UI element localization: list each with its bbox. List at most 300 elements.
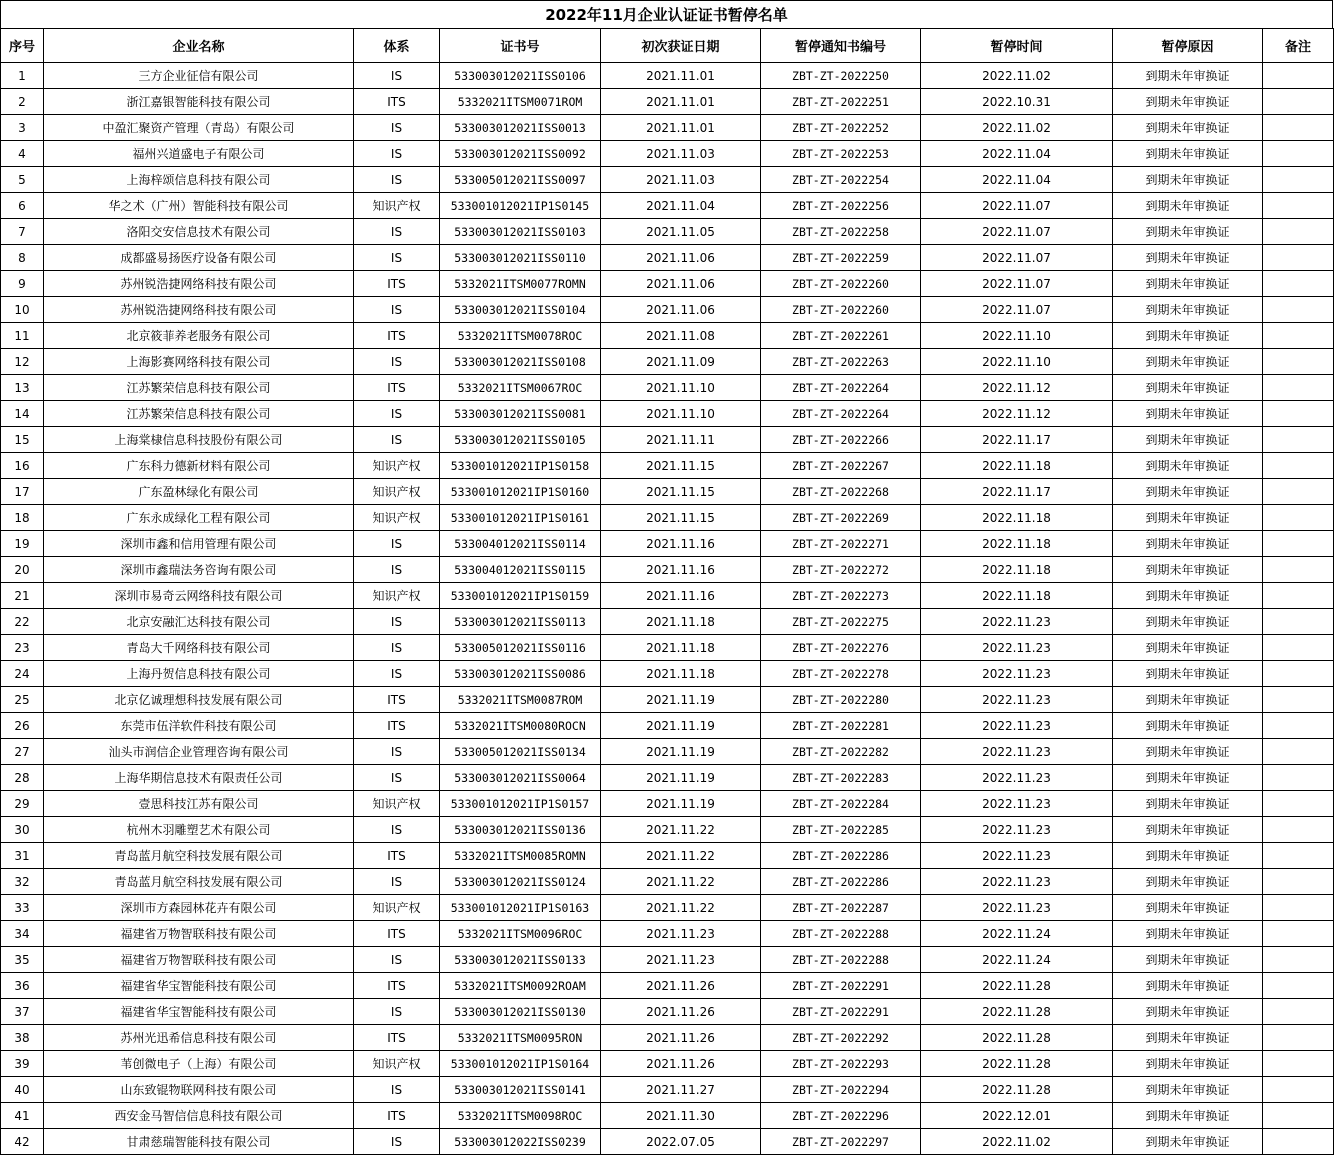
cell-remark bbox=[1263, 687, 1334, 713]
cell-system: IS bbox=[354, 635, 440, 661]
cell-reason: 到期未年审换证 bbox=[1113, 1051, 1263, 1077]
cell-suspend-time: 2022.11.04 bbox=[921, 167, 1113, 193]
cell-first-date: 2021.11.06 bbox=[601, 297, 761, 323]
cell-company: 汕头市润信企业管理咨询有限公司 bbox=[44, 739, 354, 765]
cell-remark bbox=[1263, 557, 1334, 583]
cell-first-date: 2021.11.23 bbox=[601, 947, 761, 973]
cell-seq: 16 bbox=[1, 453, 44, 479]
cell-cert-no: 5332021ITSM0096ROC bbox=[440, 921, 601, 947]
cell-company: 苏州锐浩捷网络科技有限公司 bbox=[44, 271, 354, 297]
cell-system: 知识产权 bbox=[354, 1051, 440, 1077]
cell-suspend-time: 2022.11.24 bbox=[921, 947, 1113, 973]
cell-cert-no: 533003012021ISS0108 bbox=[440, 349, 601, 375]
cell-seq: 42 bbox=[1, 1129, 44, 1155]
cell-system: IS bbox=[354, 869, 440, 895]
cell-system: 知识产权 bbox=[354, 505, 440, 531]
cell-suspend-time: 2022.11.28 bbox=[921, 1025, 1113, 1051]
cell-system: ITS bbox=[354, 713, 440, 739]
table-row bbox=[1, 973, 1334, 999]
cell-seq: 39 bbox=[1, 1051, 44, 1077]
cell-seq: 17 bbox=[1, 479, 44, 505]
table-row bbox=[1, 1051, 1334, 1077]
cell-company: 中盈汇聚资产管理（青岛）有限公司 bbox=[44, 115, 354, 141]
cell-suspend-time: 2022.11.02 bbox=[921, 115, 1113, 141]
cell-remark bbox=[1263, 141, 1334, 167]
cell-reason: 到期未年审换证 bbox=[1113, 999, 1263, 1025]
header-company: 企业名称 bbox=[44, 29, 354, 63]
cell-notice-no: ZBT-ZT-2022275 bbox=[761, 609, 921, 635]
cell-cert-no: 533005012021ISS0134 bbox=[440, 739, 601, 765]
cell-cert-no: 533001012021IP1S0157 bbox=[440, 791, 601, 817]
cell-notice-no: ZBT-ZT-2022264 bbox=[761, 401, 921, 427]
cell-first-date: 2021.11.16 bbox=[601, 531, 761, 557]
cell-remark bbox=[1263, 375, 1334, 401]
cell-notice-no: ZBT-ZT-2022267 bbox=[761, 453, 921, 479]
cell-remark bbox=[1263, 947, 1334, 973]
cell-cert-no: 533004012021ISS0115 bbox=[440, 557, 601, 583]
cell-remark bbox=[1263, 609, 1334, 635]
cell-remark bbox=[1263, 1051, 1334, 1077]
cell-reason: 到期未年审换证 bbox=[1113, 609, 1263, 635]
cell-remark bbox=[1263, 89, 1334, 115]
cell-first-date: 2021.11.30 bbox=[601, 1103, 761, 1129]
cell-first-date: 2021.11.16 bbox=[601, 583, 761, 609]
table-row bbox=[1, 739, 1334, 765]
cell-reason: 到期未年审换证 bbox=[1113, 1025, 1263, 1051]
cell-notice-no: ZBT-ZT-2022280 bbox=[761, 687, 921, 713]
cell-suspend-time: 2022.11.07 bbox=[921, 297, 1113, 323]
cell-reason: 到期未年审换证 bbox=[1113, 193, 1263, 219]
cell-reason: 到期未年审换证 bbox=[1113, 531, 1263, 557]
cell-reason: 到期未年审换证 bbox=[1113, 323, 1263, 349]
cell-notice-no: ZBT-ZT-2022258 bbox=[761, 219, 921, 245]
cell-remark bbox=[1263, 323, 1334, 349]
cell-seq: 9 bbox=[1, 271, 44, 297]
cell-system: ITS bbox=[354, 1103, 440, 1129]
cell-system: ITS bbox=[354, 687, 440, 713]
cell-company: 苇创微电子（上海）有限公司 bbox=[44, 1051, 354, 1077]
cell-notice-no: ZBT-ZT-2022251 bbox=[761, 89, 921, 115]
cell-suspend-time: 2022.11.28 bbox=[921, 1051, 1113, 1077]
cell-system: 知识产权 bbox=[354, 583, 440, 609]
cell-suspend-time: 2022.11.24 bbox=[921, 921, 1113, 947]
cell-first-date: 2021.11.19 bbox=[601, 713, 761, 739]
cell-suspend-time: 2022.11.23 bbox=[921, 609, 1113, 635]
cell-remark bbox=[1263, 63, 1334, 89]
cell-notice-no: ZBT-ZT-2022281 bbox=[761, 713, 921, 739]
cell-company: 上海影赛网络科技有限公司 bbox=[44, 349, 354, 375]
cell-company: 青岛大千网络科技有限公司 bbox=[44, 635, 354, 661]
cell-cert-no: 5332021ITSM0067ROC bbox=[440, 375, 601, 401]
cell-cert-no: 533003012021ISS0081 bbox=[440, 401, 601, 427]
table-row bbox=[1, 401, 1334, 427]
header-system: 体系 bbox=[354, 29, 440, 63]
cell-system: IS bbox=[354, 765, 440, 791]
cell-remark bbox=[1263, 453, 1334, 479]
cell-remark bbox=[1263, 739, 1334, 765]
cell-notice-no: ZBT-ZT-2022296 bbox=[761, 1103, 921, 1129]
table-row bbox=[1, 817, 1334, 843]
cell-seq: 23 bbox=[1, 635, 44, 661]
cell-first-date: 2021.11.19 bbox=[601, 791, 761, 817]
cell-reason: 到期未年审换证 bbox=[1113, 271, 1263, 297]
cell-seq: 3 bbox=[1, 115, 44, 141]
cell-notice-no: ZBT-ZT-2022263 bbox=[761, 349, 921, 375]
cell-reason: 到期未年审换证 bbox=[1113, 375, 1263, 401]
cell-company: 东莞市伍洋软件科技有限公司 bbox=[44, 713, 354, 739]
table-row bbox=[1, 635, 1334, 661]
cell-seq: 26 bbox=[1, 713, 44, 739]
cell-company: 深圳市鑫和信用管理有限公司 bbox=[44, 531, 354, 557]
cell-reason: 到期未年审换证 bbox=[1113, 843, 1263, 869]
cell-cert-no: 533003012021ISS0086 bbox=[440, 661, 601, 687]
cell-system: IS bbox=[354, 609, 440, 635]
cell-cert-no: 5332021ITSM0077ROMN bbox=[440, 271, 601, 297]
cell-reason: 到期未年审换证 bbox=[1113, 869, 1263, 895]
table-row bbox=[1, 791, 1334, 817]
cell-company: 江苏繁荣信息科技有限公司 bbox=[44, 375, 354, 401]
cell-cert-no: 533001012021IP1S0145 bbox=[440, 193, 601, 219]
cell-system: IS bbox=[354, 739, 440, 765]
cell-first-date: 2021.11.18 bbox=[601, 635, 761, 661]
cell-notice-no: ZBT-ZT-2022260 bbox=[761, 297, 921, 323]
table-row bbox=[1, 609, 1334, 635]
cell-first-date: 2021.11.01 bbox=[601, 115, 761, 141]
cell-notice-no: ZBT-ZT-2022268 bbox=[761, 479, 921, 505]
cell-reason: 到期未年审换证 bbox=[1113, 427, 1263, 453]
table-row bbox=[1, 323, 1334, 349]
table-row bbox=[1, 1077, 1334, 1103]
cell-system: IS bbox=[354, 167, 440, 193]
cell-seq: 13 bbox=[1, 375, 44, 401]
cell-suspend-time: 2022.11.07 bbox=[921, 219, 1113, 245]
cell-suspend-time: 2022.11.04 bbox=[921, 141, 1113, 167]
header-first-date: 初次获证日期 bbox=[601, 29, 761, 63]
cell-system: IS bbox=[354, 531, 440, 557]
table-row bbox=[1, 947, 1334, 973]
cell-system: IS bbox=[354, 427, 440, 453]
cell-company: 青岛蓝月航空科技发展有限公司 bbox=[44, 869, 354, 895]
cell-suspend-time: 2022.11.10 bbox=[921, 323, 1113, 349]
cell-seq: 29 bbox=[1, 791, 44, 817]
cell-company: 广东永成绿化工程有限公司 bbox=[44, 505, 354, 531]
header-row bbox=[1, 29, 1334, 63]
header-remark: 备注 bbox=[1263, 29, 1334, 63]
cell-suspend-time: 2022.11.18 bbox=[921, 583, 1113, 609]
cell-system: ITS bbox=[354, 271, 440, 297]
cell-company: 甘肃慈瑞智能科技有限公司 bbox=[44, 1129, 354, 1155]
cell-company: 上海棠棣信息科技股份有限公司 bbox=[44, 427, 354, 453]
cell-company: 浙江嘉银智能科技有限公司 bbox=[44, 89, 354, 115]
table-row bbox=[1, 375, 1334, 401]
cell-remark bbox=[1263, 297, 1334, 323]
cell-company: 成都盛易扬医疗设备有限公司 bbox=[44, 245, 354, 271]
cell-company: 洛阳交安信息技术有限公司 bbox=[44, 219, 354, 245]
cell-reason: 到期未年审换证 bbox=[1113, 583, 1263, 609]
cell-remark bbox=[1263, 765, 1334, 791]
cell-reason: 到期未年审换证 bbox=[1113, 635, 1263, 661]
cell-reason: 到期未年审换证 bbox=[1113, 661, 1263, 687]
cell-first-date: 2021.11.23 bbox=[601, 921, 761, 947]
cell-cert-no: 533003012021ISS0092 bbox=[440, 141, 601, 167]
cell-first-date: 2021.11.15 bbox=[601, 479, 761, 505]
cell-seq: 2 bbox=[1, 89, 44, 115]
cell-notice-no: ZBT-ZT-2022253 bbox=[761, 141, 921, 167]
table-row bbox=[1, 245, 1334, 271]
cell-reason: 到期未年审换证 bbox=[1113, 973, 1263, 999]
cell-suspend-time: 2022.11.12 bbox=[921, 375, 1113, 401]
table-row bbox=[1, 89, 1334, 115]
cell-notice-no: ZBT-ZT-2022269 bbox=[761, 505, 921, 531]
cell-seq: 18 bbox=[1, 505, 44, 531]
cell-reason: 到期未年审换证 bbox=[1113, 219, 1263, 245]
cell-remark bbox=[1263, 349, 1334, 375]
cell-cert-no: 533001012021IP1S0163 bbox=[440, 895, 601, 921]
cell-notice-no: ZBT-ZT-2022288 bbox=[761, 947, 921, 973]
cell-company: 福州兴道盛电子有限公司 bbox=[44, 141, 354, 167]
cell-first-date: 2021.11.06 bbox=[601, 245, 761, 271]
cell-suspend-time: 2022.11.23 bbox=[921, 869, 1113, 895]
cell-cert-no: 533003012021ISS0130 bbox=[440, 999, 601, 1025]
cell-company: 福建省华宝智能科技有限公司 bbox=[44, 999, 354, 1025]
cell-company: 广东科力德新材料有限公司 bbox=[44, 453, 354, 479]
cell-company: 福建省万物智联科技有限公司 bbox=[44, 921, 354, 947]
cell-seq: 22 bbox=[1, 609, 44, 635]
cell-system: ITS bbox=[354, 973, 440, 999]
cell-notice-no: ZBT-ZT-2022271 bbox=[761, 531, 921, 557]
cell-seq: 21 bbox=[1, 583, 44, 609]
cell-company: 深圳市方森园林花卉有限公司 bbox=[44, 895, 354, 921]
cell-suspend-time: 2022.11.23 bbox=[921, 895, 1113, 921]
cell-system: IS bbox=[354, 999, 440, 1025]
table-row bbox=[1, 999, 1334, 1025]
cell-company: 福建省华宝智能科技有限公司 bbox=[44, 973, 354, 999]
table-row bbox=[1, 713, 1334, 739]
cell-cert-no: 533005012021ISS0116 bbox=[440, 635, 601, 661]
cell-notice-no: ZBT-ZT-2022254 bbox=[761, 167, 921, 193]
cell-company: 西安金马智信信息科技有限公司 bbox=[44, 1103, 354, 1129]
cell-company: 北京筱菲养老服务有限公司 bbox=[44, 323, 354, 349]
header-notice-no: 暂停通知书编号 bbox=[761, 29, 921, 63]
cell-cert-no: 5332021ITSM0071ROM bbox=[440, 89, 601, 115]
cell-reason: 到期未年审换证 bbox=[1113, 297, 1263, 323]
cell-first-date: 2021.11.10 bbox=[601, 401, 761, 427]
cell-notice-no: ZBT-ZT-2022256 bbox=[761, 193, 921, 219]
cell-remark bbox=[1263, 999, 1334, 1025]
cell-first-date: 2021.11.10 bbox=[601, 375, 761, 401]
cell-system: 知识产权 bbox=[354, 791, 440, 817]
cell-seq: 11 bbox=[1, 323, 44, 349]
cell-system: IS bbox=[354, 1077, 440, 1103]
cell-remark bbox=[1263, 219, 1334, 245]
cell-reason: 到期未年审换证 bbox=[1113, 63, 1263, 89]
cell-system: 知识产权 bbox=[354, 193, 440, 219]
cell-first-date: 2021.11.15 bbox=[601, 453, 761, 479]
cell-seq: 27 bbox=[1, 739, 44, 765]
cell-remark bbox=[1263, 817, 1334, 843]
cell-suspend-time: 2022.11.23 bbox=[921, 687, 1113, 713]
cell-suspend-time: 2022.12.01 bbox=[921, 1103, 1113, 1129]
cell-cert-no: 5332021ITSM0080ROCN bbox=[440, 713, 601, 739]
cell-cert-no: 533003012021ISS0113 bbox=[440, 609, 601, 635]
cell-remark bbox=[1263, 869, 1334, 895]
cell-first-date: 2021.11.18 bbox=[601, 609, 761, 635]
cell-reason: 到期未年审换证 bbox=[1113, 739, 1263, 765]
cell-cert-no: 533001012021IP1S0164 bbox=[440, 1051, 601, 1077]
cell-notice-no: ZBT-ZT-2022294 bbox=[761, 1077, 921, 1103]
cell-company: 上海梓颂信息科技有限公司 bbox=[44, 167, 354, 193]
cell-remark bbox=[1263, 635, 1334, 661]
table-row bbox=[1, 557, 1334, 583]
cell-seq: 15 bbox=[1, 427, 44, 453]
cell-seq: 38 bbox=[1, 1025, 44, 1051]
cell-company: 广东盈林绿化有限公司 bbox=[44, 479, 354, 505]
cell-system: 知识产权 bbox=[354, 453, 440, 479]
cell-cert-no: 5332021ITSM0078ROC bbox=[440, 323, 601, 349]
cell-first-date: 2021.11.19 bbox=[601, 687, 761, 713]
table-row bbox=[1, 167, 1334, 193]
cell-reason: 到期未年审换证 bbox=[1113, 479, 1263, 505]
table-row bbox=[1, 479, 1334, 505]
cell-remark bbox=[1263, 583, 1334, 609]
table-row bbox=[1, 141, 1334, 167]
cell-system: IS bbox=[354, 661, 440, 687]
table-row bbox=[1, 895, 1334, 921]
cell-seq: 36 bbox=[1, 973, 44, 999]
table-row bbox=[1, 765, 1334, 791]
cell-first-date: 2021.11.09 bbox=[601, 349, 761, 375]
cell-suspend-time: 2022.11.28 bbox=[921, 1077, 1113, 1103]
cell-reason: 到期未年审换证 bbox=[1113, 349, 1263, 375]
table-row bbox=[1, 115, 1334, 141]
cell-cert-no: 533003012021ISS0124 bbox=[440, 869, 601, 895]
cell-system: ITS bbox=[354, 375, 440, 401]
cell-company: 江苏繁荣信息科技有限公司 bbox=[44, 401, 354, 427]
cell-remark bbox=[1263, 1025, 1334, 1051]
cell-seq: 10 bbox=[1, 297, 44, 323]
cell-company: 上海华期信息技术有限责任公司 bbox=[44, 765, 354, 791]
cell-cert-no: 533001012021IP1S0160 bbox=[440, 479, 601, 505]
cell-reason: 到期未年审换证 bbox=[1113, 245, 1263, 271]
cell-first-date: 2021.11.19 bbox=[601, 739, 761, 765]
cell-notice-no: ZBT-ZT-2022286 bbox=[761, 843, 921, 869]
table-row bbox=[1, 1129, 1334, 1155]
cell-remark bbox=[1263, 531, 1334, 557]
cell-cert-no: 533001012021IP1S0158 bbox=[440, 453, 601, 479]
cell-reason: 到期未年审换证 bbox=[1113, 115, 1263, 141]
cell-suspend-time: 2022.11.10 bbox=[921, 349, 1113, 375]
cell-seq: 35 bbox=[1, 947, 44, 973]
cell-company: 福建省万物智联科技有限公司 bbox=[44, 947, 354, 973]
cell-suspend-time: 2022.11.02 bbox=[921, 1129, 1113, 1155]
cell-suspend-time: 2022.11.18 bbox=[921, 505, 1113, 531]
cell-remark bbox=[1263, 245, 1334, 271]
cell-seq: 37 bbox=[1, 999, 44, 1025]
cell-notice-no: ZBT-ZT-2022285 bbox=[761, 817, 921, 843]
cell-first-date: 2021.11.06 bbox=[601, 271, 761, 297]
cell-seq: 40 bbox=[1, 1077, 44, 1103]
cell-suspend-time: 2022.11.17 bbox=[921, 479, 1113, 505]
cell-cert-no: 5332021ITSM0098ROC bbox=[440, 1103, 601, 1129]
cell-remark bbox=[1263, 427, 1334, 453]
table-body bbox=[1, 63, 1334, 1155]
header-cert-no: 证书号 bbox=[440, 29, 601, 63]
cell-first-date: 2021.11.05 bbox=[601, 219, 761, 245]
cell-first-date: 2021.11.15 bbox=[601, 505, 761, 531]
cell-system: ITS bbox=[354, 843, 440, 869]
cell-notice-no: ZBT-ZT-2022276 bbox=[761, 635, 921, 661]
table-row bbox=[1, 505, 1334, 531]
cell-first-date: 2021.11.22 bbox=[601, 895, 761, 921]
cell-system: IS bbox=[354, 557, 440, 583]
cell-system: IS bbox=[354, 817, 440, 843]
cell-remark bbox=[1263, 791, 1334, 817]
cell-first-date: 2021.11.26 bbox=[601, 1025, 761, 1051]
cell-reason: 到期未年审换证 bbox=[1113, 1129, 1263, 1155]
cell-reason: 到期未年审换证 bbox=[1113, 505, 1263, 531]
cell-company: 苏州锐浩捷网络科技有限公司 bbox=[44, 297, 354, 323]
cell-first-date: 2021.11.03 bbox=[601, 141, 761, 167]
cell-system: IS bbox=[354, 63, 440, 89]
cell-seq: 20 bbox=[1, 557, 44, 583]
cell-system: IS bbox=[354, 297, 440, 323]
cell-first-date: 2021.11.27 bbox=[601, 1077, 761, 1103]
cell-notice-no: ZBT-ZT-2022284 bbox=[761, 791, 921, 817]
table-row bbox=[1, 193, 1334, 219]
cell-first-date: 2021.11.26 bbox=[601, 973, 761, 999]
cell-first-date: 2021.11.16 bbox=[601, 557, 761, 583]
cell-seq: 14 bbox=[1, 401, 44, 427]
cell-notice-no: ZBT-ZT-2022282 bbox=[761, 739, 921, 765]
cell-company: 北京安融汇达科技有限公司 bbox=[44, 609, 354, 635]
table-row bbox=[1, 869, 1334, 895]
cell-suspend-time: 2022.11.23 bbox=[921, 843, 1113, 869]
table-row bbox=[1, 661, 1334, 687]
cell-seq: 24 bbox=[1, 661, 44, 687]
cell-seq: 1 bbox=[1, 63, 44, 89]
cell-cert-no: 533003012022ISS0239 bbox=[440, 1129, 601, 1155]
cell-suspend-time: 2022.11.23 bbox=[921, 635, 1113, 661]
cell-system: IS bbox=[354, 141, 440, 167]
cell-seq: 8 bbox=[1, 245, 44, 271]
cell-cert-no: 533003012021ISS0136 bbox=[440, 817, 601, 843]
cell-reason: 到期未年审换证 bbox=[1113, 141, 1263, 167]
cell-system: 知识产权 bbox=[354, 895, 440, 921]
cell-reason: 到期未年审换证 bbox=[1113, 713, 1263, 739]
cell-notice-no: ZBT-ZT-2022259 bbox=[761, 245, 921, 271]
cell-system: ITS bbox=[354, 1025, 440, 1051]
cell-seq: 33 bbox=[1, 895, 44, 921]
cell-cert-no: 5332021ITSM0087ROM bbox=[440, 687, 601, 713]
cell-suspend-time: 2022.11.07 bbox=[921, 271, 1113, 297]
cell-suspend-time: 2022.11.23 bbox=[921, 765, 1113, 791]
table-row bbox=[1, 1103, 1334, 1129]
cell-reason: 到期未年审换证 bbox=[1113, 1103, 1263, 1129]
cell-reason: 到期未年审换证 bbox=[1113, 89, 1263, 115]
cell-notice-no: ZBT-ZT-2022260 bbox=[761, 271, 921, 297]
cell-remark bbox=[1263, 167, 1334, 193]
table-row bbox=[1, 427, 1334, 453]
cell-suspend-time: 2022.11.12 bbox=[921, 401, 1113, 427]
cell-company: 苏州光迅希信息科技有限公司 bbox=[44, 1025, 354, 1051]
cell-remark bbox=[1263, 921, 1334, 947]
cell-company: 三方企业征信有限公司 bbox=[44, 63, 354, 89]
cell-remark bbox=[1263, 661, 1334, 687]
cell-system: IS bbox=[354, 1129, 440, 1155]
cell-first-date: 2021.11.26 bbox=[601, 999, 761, 1025]
cell-suspend-time: 2022.11.07 bbox=[921, 193, 1113, 219]
cell-notice-no: ZBT-ZT-2022291 bbox=[761, 973, 921, 999]
